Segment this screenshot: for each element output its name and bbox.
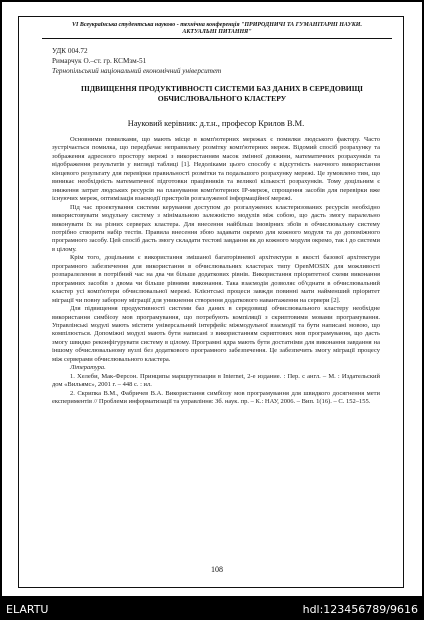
header-rule	[42, 38, 392, 39]
conference-header	[42, 22, 392, 36]
supervisor-line: Науковий керівник: д.т.н., професор Крилов В.М.	[127, 119, 305, 128]
paragraph-2: Під час проектування системи керування доступом до розгалужених кластеризованих ресурсів необхідно використовувати модульну систему з мінімальною залежністю модулів між собою, що дасть змогу паралельно виконувати їх на різних серверах кластера. Для внесення найбільш імовірних збоїв в обчислювальну систему потрібно створити набір тестів. Правила внесення збою задавати окремо для кожного модуля та до допоміжного програмного засобу. Цей спосіб дасть змогу складати тестові завдання як до кожного модуля окремо, так і до системи в цілому.	[52, 203, 380, 253]
status-handle-link[interactable]: hdl:123456789/9616	[302, 603, 418, 616]
status-repository-label: ELARTU	[6, 603, 49, 616]
paper-title	[62, 84, 382, 104]
paragraph-1: Основними помилками, що мають місце в комп'ютерних мережах є помилки людського фактору. Часто зустрічається помилка, що передбачає неправильну розмітку комп'ютерних мереж. Відомий спосіб розрахунку та зображення адресного простору мережі з використанням масок змінної довжини, математичних розрахунків та відображення результатів у вигляді таблиці [1]. Недоліками цього способу є відсутність наочного використання кінцевого результату для перевірки правильності розмітки та подальшого розрахунку мережі. Це зумовлено тим, що виникає необхідність математичної підготовки працівників та великої кількості розрахунків. Тому доцільним є зниження затрат людських ресурсів на планування комп'ютерних IP-мереж, спрощення засобів для перевірки вже існуючих мереж, оптимізація взаємодії пристроїв розгалуженої інформаційної мережі.	[52, 136, 380, 203]
paragraph-4: Для підвищення продуктивності системи баз даних в середовищі обчислювального кластеру необхідне використання симбіозу мов програмування, що потребують компіляції з скриптовими мовами програмування. Управлінські модулі мають містити універсальний інтерфейс міжмодульної взаємодії та бути написані мовою, що компілюється. Допоміжні модулі мають бути написані з використанням скриптових мов програмування, що дасть змогу швидко реконфігурувати систему в цілому. Програмні ядра мають бути достатніми для виконання завдання на іншому обчислювальному вузлі без додаткового програмного забезпечення. Це забезпечить змогу міграції процесу між серверами обчислювального кластера.	[52, 305, 380, 363]
reference-2: 2. Скрипка В.М., Фабричев В.А. Використання симбіозу мов програмування для швидкого досягнення мети експериментів // Проблеми информатизації та управління: Зб. наук. пр. – К.: НАУ, 2006. – Вип. 1(16). – С. 152–155.	[52, 389, 380, 406]
literature-heading: Література.	[70, 364, 106, 372]
title-line-1: ПІДВИЩЕННЯ ПРОДУКТИВНОСТІ СИСТЕМИ БАЗ ДАНИХ В СЕРЕДОВИЩІ	[80, 84, 364, 93]
conference-line-2: АКТУАЛЬНІ ПИТАННЯ"	[182, 29, 252, 35]
paragraph-3: Крім того, доцільним є використання змішаної багаторівневої архітектури в якості базової архітектури програмного забезпечення для використання в обчислювальних кластерах типу OpenMOSIX для можливості розпаралелення в потрібний час на два чи більше додаткових рівнів. Використання пріоритетної схеми виконання програмних засобів з двома чи більше рівнями виконання. Така взаємодія дозволяє об'єднати в обчислювальний кластер усі комп'ютери обчислювальної мережі. Клієнтські процеси завжди повинні мати найменший пріоритет міграції чи повну заборону міграції для уникнення створення додаткового навантаження на сервери [2].	[52, 254, 380, 304]
title-line-2: ОБЧИСЛЮВАЛЬНОГО КЛАСТЕРУ	[157, 94, 287, 103]
author-line: Римарчук О.–ст. гр. КСМзм-51	[52, 57, 147, 65]
university-line: Тернопільський національний економічний університет	[52, 67, 222, 75]
paper-body	[52, 136, 380, 407]
udc-code: УДК 004.72	[52, 47, 88, 55]
reference-1: 1. Хелеби, Мак-Ферсон. Принципы маршрутизации в Internet, 2-е издание. : Пер. с англ. – М. : Издательский дом «Вильямс», 2001 г. – 448 с. : ил.	[52, 372, 380, 389]
page-number: 108	[211, 565, 223, 574]
document-page	[2, 2, 422, 596]
conference-line-1: VI Всеукраїнська студентська науково - технічна конференція "ПРИРОДНИЧІ ТА ГУМАНІТАРНІ НАУКИ.	[72, 22, 362, 28]
